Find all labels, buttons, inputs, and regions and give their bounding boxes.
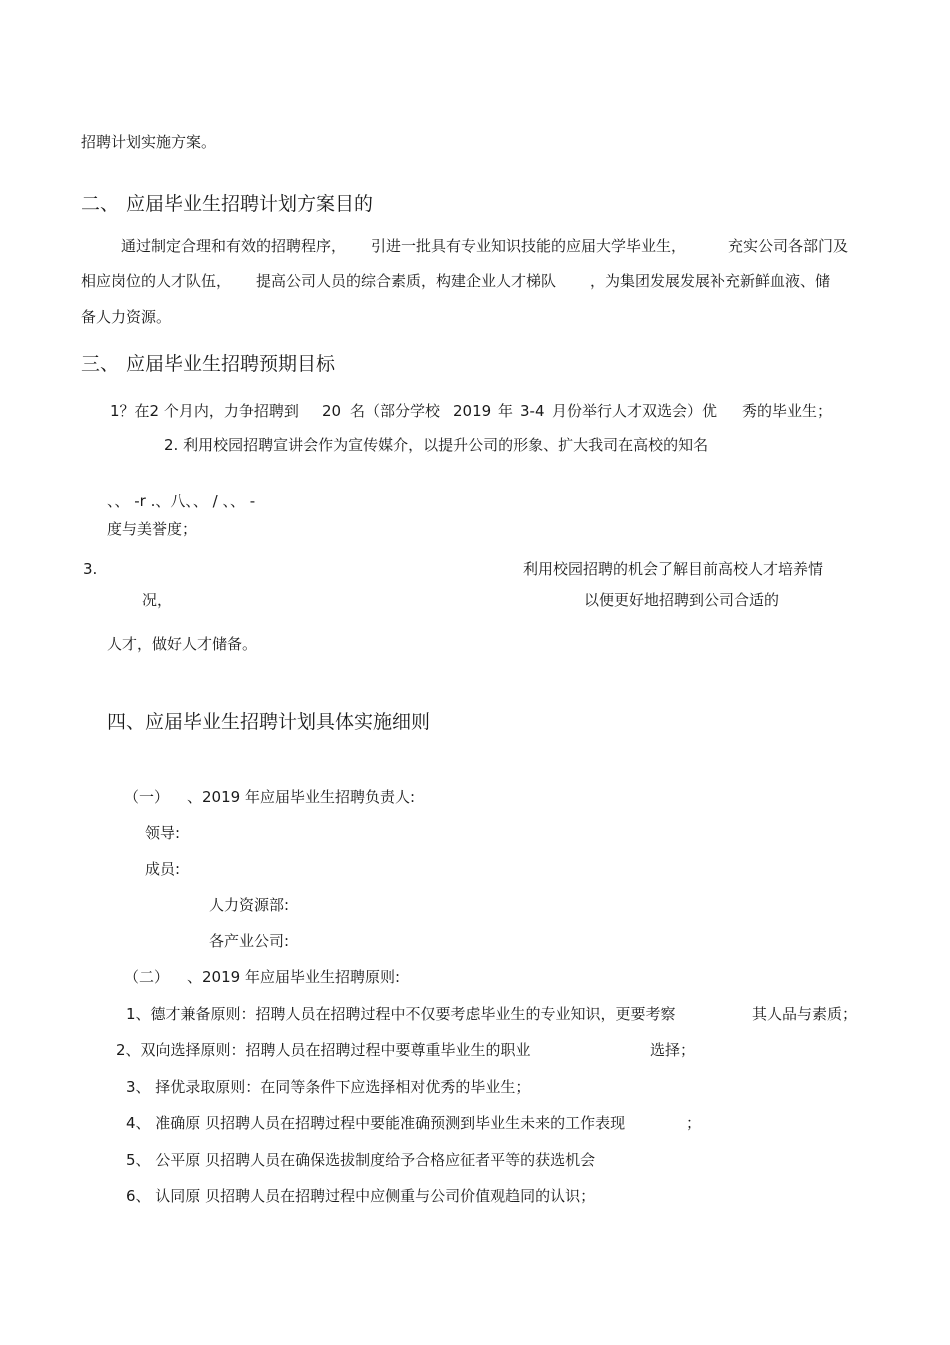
section2-text: 备人力资源。 — [81, 308, 172, 326]
goal-2-noise: 、、 -r .、八、、 / 、、 - — [107, 492, 256, 510]
goal-3-number: 3. — [83, 560, 98, 578]
goal-1-text: 月份举行人才双选会）优 — [552, 402, 718, 420]
principle-2-end: 选择； — [650, 1041, 696, 1059]
subsection-1-title: 、2019 年应届毕业生招聘负责人: — [187, 788, 415, 806]
section2-text: 提高公司人员的综合素质，构建企业人才梯队 — [256, 272, 557, 290]
section3-number: 三、 — [81, 353, 120, 375]
subsidiaries-label: 各产业公司: — [209, 932, 290, 950]
section2-text: 相应岗位的人才队伍， — [81, 272, 232, 290]
goal-1-text: 1？在2 个月内，力争招聘到 — [110, 402, 299, 420]
subsection-2-number: （二） — [124, 968, 170, 986]
principle-3: 3、 择优录取原则：在同等条件下应选择相对优秀的毕业生； — [126, 1078, 531, 1096]
section2-text: ，为集团发展发展补充新鲜血液、储 — [590, 272, 831, 290]
section4-title: 四、应届毕业生招聘计划具体实施细则 — [107, 711, 431, 733]
leader-label: 领导: — [145, 824, 181, 842]
subsection-2-title: 、2019 年应届毕业生招聘原则: — [187, 968, 400, 986]
goal-3-text: 利用校园招聘的机会了解目前高校人才培养情 — [523, 560, 824, 578]
goal-3-text: 以便更好地招聘到公司合适的 — [584, 591, 780, 609]
section2-text: 引进一批具有专业知识技能的应届大学毕业生， — [371, 237, 687, 255]
hr-department-label: 人力资源部: — [209, 896, 290, 914]
principle-5: 5、 公平原 贝招聘人员在确保选拔制度给予合格应征者平等的获选机会 — [126, 1151, 596, 1169]
principle-4: 4、 准确原 贝招聘人员在招聘过程中要能准确预测到毕业生未来的工作表现 — [126, 1114, 626, 1132]
goal-1-text: 2019 — [453, 402, 492, 420]
goal-1-text: 20 — [322, 402, 342, 420]
goal-1-text: 3-4 — [520, 402, 545, 420]
subsection-1-number: （一） — [124, 788, 170, 806]
section3-title: 应届毕业生招聘预期目标 — [126, 353, 336, 375]
principle-6: 6、 认同原 贝招聘人员在招聘过程中应侧重与公司价值观趋同的认识； — [126, 1187, 596, 1205]
section2-text: 通过制定合理和有效的招聘程序， — [121, 237, 347, 255]
principle-2: 2、双向选择原则：招聘人员在招聘过程中要尊重毕业生的职业 — [116, 1041, 531, 1059]
members-label: 成员: — [145, 860, 181, 878]
intro-line: 招聘计划实施方案。 — [81, 133, 217, 151]
goal-1-text: 年 — [498, 402, 514, 420]
goal-1-text: 秀的毕业生； — [742, 402, 833, 420]
section2-text: 充实公司各部门及 — [728, 237, 849, 255]
goal-1-text: 名（部分学校 — [350, 402, 441, 420]
goal-3-text: 况， — [142, 591, 173, 609]
goal-2-text: 2. 利用校园招聘宣讲会作为宣传媒介，以提升公司的形象、扩大我司在高校的知名 — [164, 436, 709, 454]
section2-title: 应届毕业生招聘计划方案目的 — [126, 193, 374, 215]
goal-3-text: 人才，做好人才储备。 — [107, 635, 258, 653]
principle-1-end: 其人品与素质； — [752, 1005, 858, 1023]
section2-number: 二、 — [81, 193, 120, 215]
principle-4-end: ； — [686, 1114, 702, 1132]
principle-1: 1、德才兼备原则：招聘人员在招聘过程中不仅要考虑毕业生的专业知识，更要考察 — [126, 1005, 676, 1023]
goal-2-end: 度与美誉度； — [107, 520, 198, 538]
